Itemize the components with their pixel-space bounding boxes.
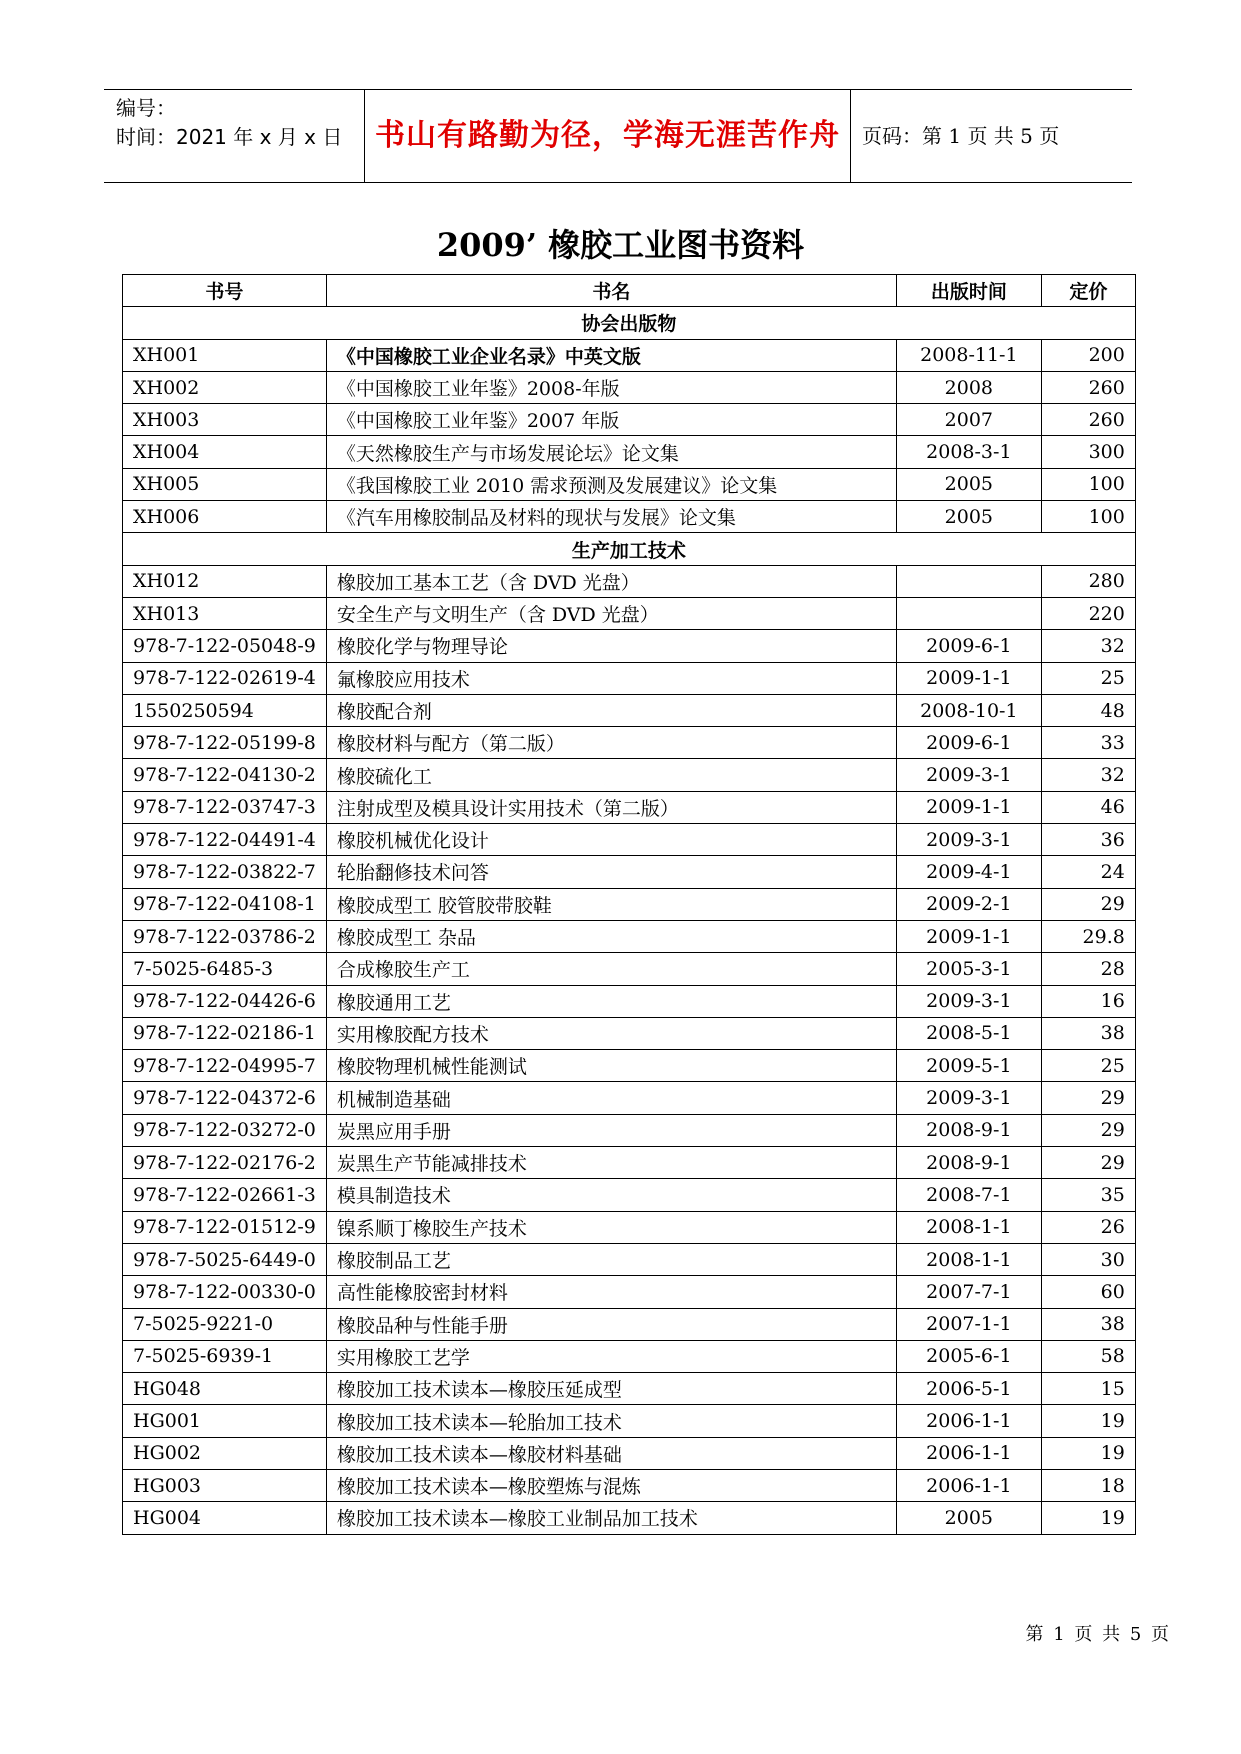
price-cell: 28 xyxy=(1041,953,1135,985)
price-cell: 32 xyxy=(1041,759,1135,791)
page-header xyxy=(104,89,1132,183)
page-footer: 第 1 页 共 5 页 xyxy=(1025,1624,1171,1645)
book-name-cell: 轮胎翻修技术问答 xyxy=(326,856,896,888)
price-cell: 16 xyxy=(1041,985,1135,1017)
column-header-name: 书名 xyxy=(326,275,896,307)
publish-date-cell: 2009-3-1 xyxy=(896,985,1041,1017)
publish-date-cell: 2009-3-1 xyxy=(896,824,1041,856)
publish-date-cell: 2005 xyxy=(896,468,1041,500)
price-cell: 29 xyxy=(1041,1082,1135,1114)
price-cell: 60 xyxy=(1041,1276,1135,1308)
table-row xyxy=(123,1373,1136,1405)
book-name-cell: 《我国橡胶工业 2010 需求预测及发展建议》论文集 xyxy=(326,468,896,500)
publish-date-cell: 2009-2-1 xyxy=(896,888,1041,920)
book-name-cell: 橡胶品种与性能手册 xyxy=(326,1308,896,1340)
book-name-cell: 《中国橡胶工业年鉴》2007 年版 xyxy=(326,404,896,436)
book-code-cell: 7-5025-6485-3 xyxy=(123,953,327,985)
price-cell: 260 xyxy=(1041,404,1135,436)
book-name-cell: 橡胶物理机械性能测试 xyxy=(326,1050,896,1082)
table-row xyxy=(123,1050,1136,1082)
price-cell: 29 xyxy=(1041,1147,1135,1179)
price-cell: 18 xyxy=(1041,1469,1135,1501)
publish-date-cell: 2008-3-1 xyxy=(896,436,1041,468)
table-row xyxy=(123,597,1136,629)
book-code-cell: 978-7-122-03747-3 xyxy=(123,791,327,823)
book-name-cell: 模具制造技术 xyxy=(326,1179,896,1211)
publish-date-cell: 2008-9-1 xyxy=(896,1147,1041,1179)
header-divider xyxy=(850,90,851,182)
price-cell: 48 xyxy=(1041,694,1135,726)
book-name-cell: 《中国橡胶工业企业名录》中英文版 xyxy=(326,339,896,371)
table-row xyxy=(123,888,1136,920)
book-code-cell: 978-7-122-04372-6 xyxy=(123,1082,327,1114)
book-code-cell: XH005 xyxy=(123,468,327,500)
table-row xyxy=(123,1437,1136,1469)
book-name-cell: 橡胶通用工艺 xyxy=(326,985,896,1017)
price-cell: 46 xyxy=(1041,791,1135,823)
book-code-cell: 978-7-122-00330-0 xyxy=(123,1276,327,1308)
book-code-cell: HG001 xyxy=(123,1405,327,1437)
table-row xyxy=(123,565,1136,597)
publish-date-cell: 2009-6-1 xyxy=(896,630,1041,662)
book-name-cell: 《汽车用橡胶制品及材料的现状与发展》论文集 xyxy=(326,501,896,533)
table-row xyxy=(123,1211,1136,1243)
publish-date-cell xyxy=(896,565,1041,597)
table-row xyxy=(123,1502,1136,1534)
price-cell: 29.8 xyxy=(1041,920,1135,952)
price-cell: 100 xyxy=(1041,468,1135,500)
table-row xyxy=(123,436,1136,468)
book-code-cell: 978-7-122-05199-8 xyxy=(123,727,327,759)
header-page-info: 页码：第 1 页 共 5 页 xyxy=(862,124,1060,148)
price-cell: 26 xyxy=(1041,1211,1135,1243)
book-name-cell: 《天然橡胶生产与市场发展论坛》论文集 xyxy=(326,436,896,468)
table-row xyxy=(123,1179,1136,1211)
publish-date-cell: 2007-7-1 xyxy=(896,1276,1041,1308)
book-code-cell: 978-7-122-04995-7 xyxy=(123,1050,327,1082)
table-row xyxy=(123,630,1136,662)
book-name-cell: 镍系顺丁橡胶生产技术 xyxy=(326,1211,896,1243)
table-row xyxy=(123,791,1136,823)
book-name-cell: 高性能橡胶密封材料 xyxy=(326,1276,896,1308)
price-cell: 24 xyxy=(1041,856,1135,888)
table-row xyxy=(123,985,1136,1017)
book-name-cell: 橡胶材料与配方（第二版） xyxy=(326,727,896,759)
price-cell: 100 xyxy=(1041,501,1135,533)
price-cell: 29 xyxy=(1041,1114,1135,1146)
book-code-cell: XH002 xyxy=(123,371,327,403)
book-name-cell: 橡胶化学与物理导论 xyxy=(326,630,896,662)
column-header-date: 出版时间 xyxy=(896,275,1041,307)
table-row xyxy=(123,1114,1136,1146)
book-table xyxy=(122,274,1136,1535)
publish-date-cell: 2005 xyxy=(896,1502,1041,1534)
section-row xyxy=(123,533,1136,565)
table-row xyxy=(123,1276,1136,1308)
publish-date-cell: 2007-1-1 xyxy=(896,1308,1041,1340)
book-name-cell: 安全生产与文明生产（含 DVD 光盘） xyxy=(326,597,896,629)
table-row xyxy=(123,1308,1136,1340)
book-name-cell: 注射成型及模具设计实用技术（第二版） xyxy=(326,791,896,823)
book-code-cell: XH006 xyxy=(123,501,327,533)
book-code-cell: 978-7-122-02619-4 xyxy=(123,662,327,694)
book-code-cell: 978-7-122-02186-1 xyxy=(123,1017,327,1049)
table-header-row xyxy=(123,275,1136,307)
table-row xyxy=(123,694,1136,726)
book-code-cell: HG003 xyxy=(123,1469,327,1501)
book-code-cell: XH012 xyxy=(123,565,327,597)
price-cell: 300 xyxy=(1041,436,1135,468)
book-name-cell: 橡胶成型工 胶管胶带胶鞋 xyxy=(326,888,896,920)
table-body xyxy=(123,307,1136,1534)
price-cell: 33 xyxy=(1041,727,1135,759)
publish-date-cell: 2008-1-1 xyxy=(896,1243,1041,1275)
book-code-cell: XH001 xyxy=(123,339,327,371)
book-name-cell: 橡胶成型工 杂品 xyxy=(326,920,896,952)
book-code-cell: 7-5025-6939-1 xyxy=(123,1340,327,1372)
publish-date-cell: 2008-9-1 xyxy=(896,1114,1041,1146)
publish-date-cell: 2008-5-1 xyxy=(896,1017,1041,1049)
table-row xyxy=(123,1469,1136,1501)
header-meta xyxy=(116,94,342,152)
publish-date-cell xyxy=(896,597,1041,629)
publish-date-cell: 2009-3-1 xyxy=(896,1082,1041,1114)
price-cell: 220 xyxy=(1041,597,1135,629)
book-name-cell: 实用橡胶工艺学 xyxy=(326,1340,896,1372)
price-cell: 260 xyxy=(1041,371,1135,403)
book-name-cell: 炭黑生产节能减排技术 xyxy=(326,1147,896,1179)
publish-date-cell: 2006-5-1 xyxy=(896,1373,1041,1405)
table-row xyxy=(123,501,1136,533)
book-name-cell: 橡胶机械优化设计 xyxy=(326,824,896,856)
book-code-cell: 978-7-122-05048-9 xyxy=(123,630,327,662)
publish-date-cell: 2009-3-1 xyxy=(896,759,1041,791)
book-name-cell: 橡胶制品工艺 xyxy=(326,1243,896,1275)
price-cell: 38 xyxy=(1041,1308,1135,1340)
section-title: 协会出版物 xyxy=(123,307,1136,339)
book-code-cell: XH004 xyxy=(123,436,327,468)
book-name-cell: 橡胶加工技术读本—橡胶工业制品加工技术 xyxy=(326,1502,896,1534)
book-name-cell: 炭黑应用手册 xyxy=(326,1114,896,1146)
header-motto: 书山有路勤为径，学海无涯苦作舟 xyxy=(375,118,840,153)
publish-date-cell: 2006-1-1 xyxy=(896,1405,1041,1437)
price-cell: 200 xyxy=(1041,339,1135,371)
book-code-cell: 978-7-122-03786-2 xyxy=(123,920,327,952)
book-name-cell: 合成橡胶生产工 xyxy=(326,953,896,985)
book-code-cell: 978-7-122-02176-2 xyxy=(123,1147,327,1179)
book-name-cell: 橡胶加工基本工艺（含 DVD 光盘） xyxy=(326,565,896,597)
price-cell: 29 xyxy=(1041,888,1135,920)
price-cell: 25 xyxy=(1041,1050,1135,1082)
publish-date-cell: 2008-7-1 xyxy=(896,1179,1041,1211)
price-cell: 58 xyxy=(1041,1340,1135,1372)
price-cell: 32 xyxy=(1041,630,1135,662)
table-row xyxy=(123,1405,1136,1437)
publish-date-cell: 2007 xyxy=(896,404,1041,436)
publish-date-cell: 2009-1-1 xyxy=(896,662,1041,694)
book-name-cell: 《中国橡胶工业年鉴》2008-年版 xyxy=(326,371,896,403)
price-cell: 19 xyxy=(1041,1437,1135,1469)
publish-date-cell: 2009-4-1 xyxy=(896,856,1041,888)
book-name-cell: 橡胶加工技术读本—轮胎加工技术 xyxy=(326,1405,896,1437)
book-name-cell: 氟橡胶应用技术 xyxy=(326,662,896,694)
book-code-cell: 978-7-122-03272-0 xyxy=(123,1114,327,1146)
table-row xyxy=(123,953,1136,985)
price-cell: 19 xyxy=(1041,1502,1135,1534)
publish-date-cell: 2008-11-1 xyxy=(896,339,1041,371)
book-code-cell: 978-7-5025-6449-0 xyxy=(123,1243,327,1275)
book-name-cell: 橡胶配合剂 xyxy=(326,694,896,726)
column-header-price: 定价 xyxy=(1041,275,1135,307)
book-code-cell: 978-7-122-02661-3 xyxy=(123,1179,327,1211)
publish-date-cell: 2005-6-1 xyxy=(896,1340,1041,1372)
column-header-code: 书号 xyxy=(123,275,327,307)
book-code-cell: 978-7-122-03822-7 xyxy=(123,856,327,888)
book-code-cell: 978-7-122-04130-2 xyxy=(123,759,327,791)
price-cell: 280 xyxy=(1041,565,1135,597)
publish-date-cell: 2008 xyxy=(896,371,1041,403)
table-row xyxy=(123,339,1136,371)
document-time-label: 时间：2021 年 x 月 x 日 xyxy=(116,125,343,149)
document-number-label: 编号： xyxy=(116,96,176,120)
publish-date-cell: 2008-1-1 xyxy=(896,1211,1041,1243)
book-code-cell: HG048 xyxy=(123,1373,327,1405)
table-row xyxy=(123,662,1136,694)
publish-date-cell: 2008-10-1 xyxy=(896,694,1041,726)
book-name-cell: 橡胶硫化工 xyxy=(326,759,896,791)
book-code-cell: XH013 xyxy=(123,597,327,629)
section-row xyxy=(123,307,1136,339)
table-row xyxy=(123,824,1136,856)
book-name-cell: 实用橡胶配方技术 xyxy=(326,1017,896,1049)
publish-date-cell: 2006-1-1 xyxy=(896,1437,1041,1469)
book-name-cell: 机械制造基础 xyxy=(326,1082,896,1114)
table-row xyxy=(123,1243,1136,1275)
price-cell: 35 xyxy=(1041,1179,1135,1211)
publish-date-cell: 2005 xyxy=(896,501,1041,533)
publish-date-cell: 2009-1-1 xyxy=(896,791,1041,823)
table-row xyxy=(123,727,1136,759)
book-code-cell: XH003 xyxy=(123,404,327,436)
price-cell: 25 xyxy=(1041,662,1135,694)
table-row xyxy=(123,856,1136,888)
publish-date-cell: 2009-6-1 xyxy=(896,727,1041,759)
book-name-cell: 橡胶加工技术读本—橡胶塑炼与混炼 xyxy=(326,1469,896,1501)
publish-date-cell: 2009-1-1 xyxy=(896,920,1041,952)
price-cell: 38 xyxy=(1041,1017,1135,1049)
price-cell: 19 xyxy=(1041,1405,1135,1437)
book-code-cell: 1550250594 xyxy=(123,694,327,726)
book-code-cell: HG004 xyxy=(123,1502,327,1534)
table-row xyxy=(123,371,1136,403)
table-row xyxy=(123,468,1136,500)
table-row xyxy=(123,759,1136,791)
document-title: 2009’ 橡胶工业图书资料 xyxy=(436,226,805,264)
price-cell: 30 xyxy=(1041,1243,1135,1275)
table-row xyxy=(123,920,1136,952)
table-row xyxy=(123,1340,1136,1372)
book-code-cell: 978-7-122-04491-4 xyxy=(123,824,327,856)
book-name-cell: 橡胶加工技术读本—橡胶压延成型 xyxy=(326,1373,896,1405)
table-row xyxy=(123,1017,1136,1049)
book-code-cell: 978-7-122-01512-9 xyxy=(123,1211,327,1243)
publish-date-cell: 2006-1-1 xyxy=(896,1469,1041,1501)
table-row xyxy=(123,1082,1136,1114)
publish-date-cell: 2005-3-1 xyxy=(896,953,1041,985)
book-code-cell: 7-5025-9221-0 xyxy=(123,1308,327,1340)
book-name-cell: 橡胶加工技术读本—橡胶材料基础 xyxy=(326,1437,896,1469)
book-code-cell: HG002 xyxy=(123,1437,327,1469)
table-row xyxy=(123,1147,1136,1179)
section-title: 生产加工技术 xyxy=(123,533,1136,565)
table-row xyxy=(123,404,1136,436)
price-cell: 15 xyxy=(1041,1373,1135,1405)
book-code-cell: 978-7-122-04426-6 xyxy=(123,985,327,1017)
price-cell: 36 xyxy=(1041,824,1135,856)
book-code-cell: 978-7-122-04108-1 xyxy=(123,888,327,920)
publish-date-cell: 2009-5-1 xyxy=(896,1050,1041,1082)
